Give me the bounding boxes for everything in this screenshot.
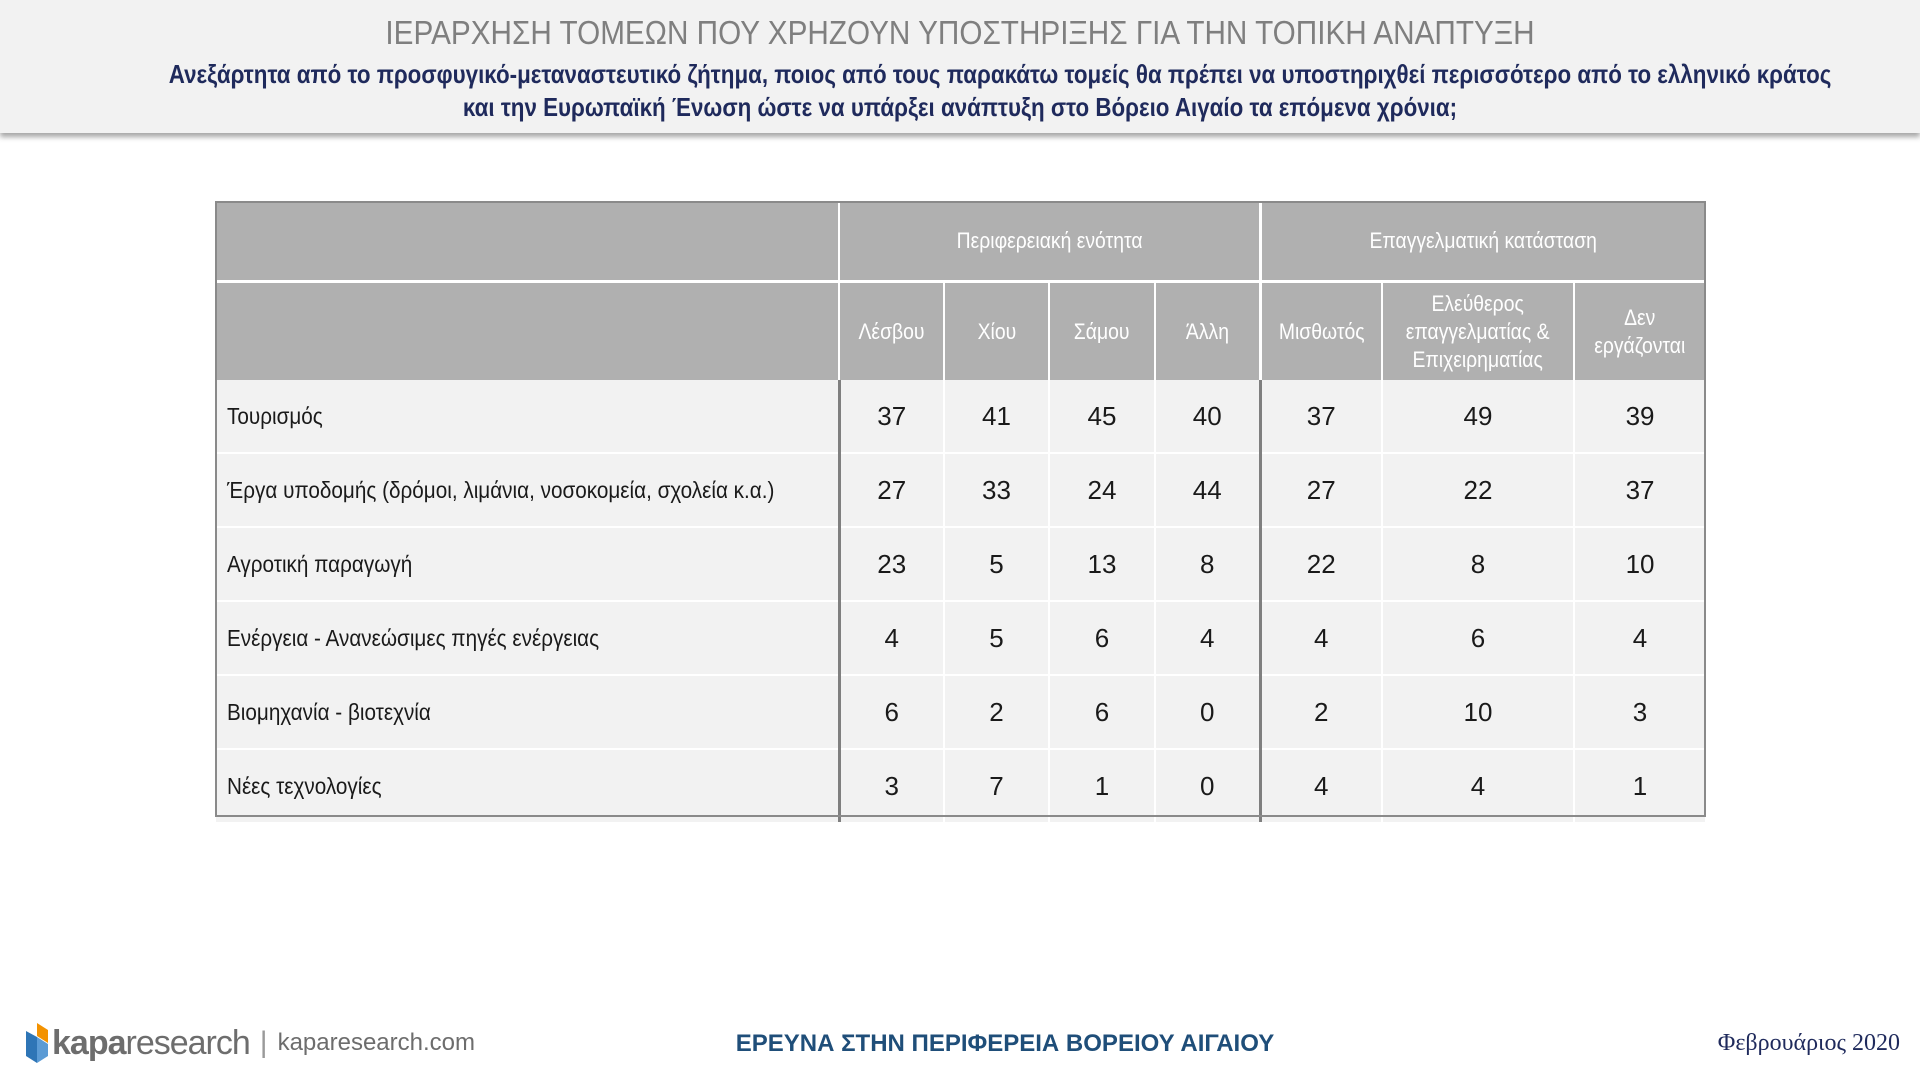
column-header: Σάμου [1049, 282, 1155, 381]
column-header: Δεν εργάζονται [1574, 282, 1705, 381]
table-row [216, 527, 1705, 601]
value-cell: 6 [1382, 601, 1574, 675]
table-row [216, 675, 1705, 749]
row-label: Έργα υποδομής (δρόμοι, λιμάνια, νοσοκομεία, σχολεία κ.α.) [216, 453, 839, 527]
value-cell: 8 [1155, 527, 1260, 601]
table-body [216, 380, 1705, 822]
row-label: Νέες τεχνολογίες [216, 749, 839, 822]
company-url: kaparesearch.com [277, 1029, 476, 1056]
value-cell: 2 [944, 675, 1049, 749]
value-cell: 22 [1382, 453, 1574, 527]
column-header: Λέσβου [839, 282, 944, 381]
column-header: Χίου [944, 282, 1049, 381]
value-cell: 4 [1574, 601, 1705, 675]
row-label: Τουρισμός [216, 380, 839, 453]
table-row [216, 380, 1705, 453]
value-cell: 6 [839, 675, 944, 749]
value-cell: 10 [1574, 527, 1705, 601]
value-cell: 22 [1260, 527, 1382, 601]
results-table [216, 202, 1705, 822]
group-header-employment: Επαγγελματική κατάσταση [1260, 202, 1705, 282]
value-cell: 4 [1260, 601, 1382, 675]
slide-title: ΙΕΡΑΡΧΗΣΗ ΤΟΜΕΩΝ ΠΟΥ ΧΡΗΖΟΥΝ ΥΠΟΣΤΗΡΙΞΗΣ ΓΙΑ ΤΗΝ ΤΟΠΙΚΗ ΑΝΑΠΤΥΞΗ [385, 14, 1535, 51]
value-cell: 5 [944, 601, 1049, 675]
column-header: Ελεύθερος επαγγελματίας & Επιχειρηματίας [1382, 282, 1574, 381]
slide-subtitle [168, 58, 1832, 124]
group-header-row [216, 202, 1705, 282]
column-header-row [216, 282, 1705, 381]
value-cell: 5 [944, 527, 1049, 601]
value-cell: 39 [1574, 380, 1705, 453]
value-cell: 37 [839, 380, 944, 453]
slide-header [0, 0, 1920, 133]
value-cell: 1 [1049, 749, 1155, 822]
value-cell: 45 [1049, 380, 1155, 453]
group-header-region: Περιφερειακή ενότητα [839, 202, 1260, 282]
value-cell: 27 [1260, 453, 1382, 527]
corner-cell [216, 202, 839, 282]
table-row [216, 749, 1705, 822]
value-cell: 10 [1382, 675, 1574, 749]
value-cell: 40 [1155, 380, 1260, 453]
value-cell: 4 [1382, 749, 1574, 822]
value-cell: 6 [1049, 675, 1155, 749]
value-cell: 44 [1155, 453, 1260, 527]
column-header: Άλλη [1155, 282, 1260, 381]
value-cell: 4 [1155, 601, 1260, 675]
subtitle-line-2: και την Ευρωπαϊκή Ένωση ώστε να υπάρξει ανάπτυξη στο Βόρειο Αιγαίο τα επόμενα χρόνια; [462, 92, 1458, 122]
value-cell: 3 [839, 749, 944, 822]
value-cell: 1 [1574, 749, 1705, 822]
value-cell: 0 [1155, 675, 1260, 749]
value-cell: 3 [1574, 675, 1705, 749]
row-label: Ενέργεια - Ανανεώσιμες πηγές ενέργειας [216, 601, 839, 675]
value-cell: 7 [944, 749, 1049, 822]
value-cell: 41 [944, 380, 1049, 453]
value-cell: 8 [1382, 527, 1574, 601]
value-cell: 27 [839, 453, 944, 527]
value-cell: 37 [1574, 453, 1705, 527]
value-cell: 13 [1049, 527, 1155, 601]
table-row [216, 453, 1705, 527]
value-cell: 0 [1155, 749, 1260, 822]
value-cell: 33 [944, 453, 1049, 527]
value-cell: 37 [1260, 380, 1382, 453]
table-row [216, 601, 1705, 675]
value-cell: 6 [1049, 601, 1155, 675]
value-cell: 23 [839, 527, 944, 601]
survey-name: ΕΡΕΥΝΑ ΣΤΗΝ ΠΕΡΙΦΕΡΕΙΑ ΒΟΡΕΙΟΥ ΑΙΓΑΙΟΥ [735, 1030, 1275, 1057]
logo-divider: | [259, 1026, 268, 1059]
corner-cell [216, 282, 839, 381]
subtitle-line-1: Ανεξάρτητα από το προσφυγικό-μεταναστευτικό ζήτημα, ποιος από τους παρακάτω τομείς θα πρέπει να υποστηριχθεί περισσότερο από το ελληνικό κράτος [168, 59, 1832, 89]
value-cell: 49 [1382, 380, 1574, 453]
value-cell: 4 [1260, 749, 1382, 822]
value-cell: 2 [1260, 675, 1382, 749]
row-label: Βιομηχανία - βιοτεχνία [216, 675, 839, 749]
survey-date: Φεβρουάριος 2020 [1717, 1030, 1900, 1056]
column-header: Μισθωτός [1260, 282, 1382, 381]
logo-research-text: research [125, 1023, 250, 1062]
value-cell: 4 [839, 601, 944, 675]
logo-kapa-text: kapa [52, 1023, 126, 1062]
value-cell: 24 [1049, 453, 1155, 527]
row-label: Αγροτική παραγωγή [216, 527, 839, 601]
